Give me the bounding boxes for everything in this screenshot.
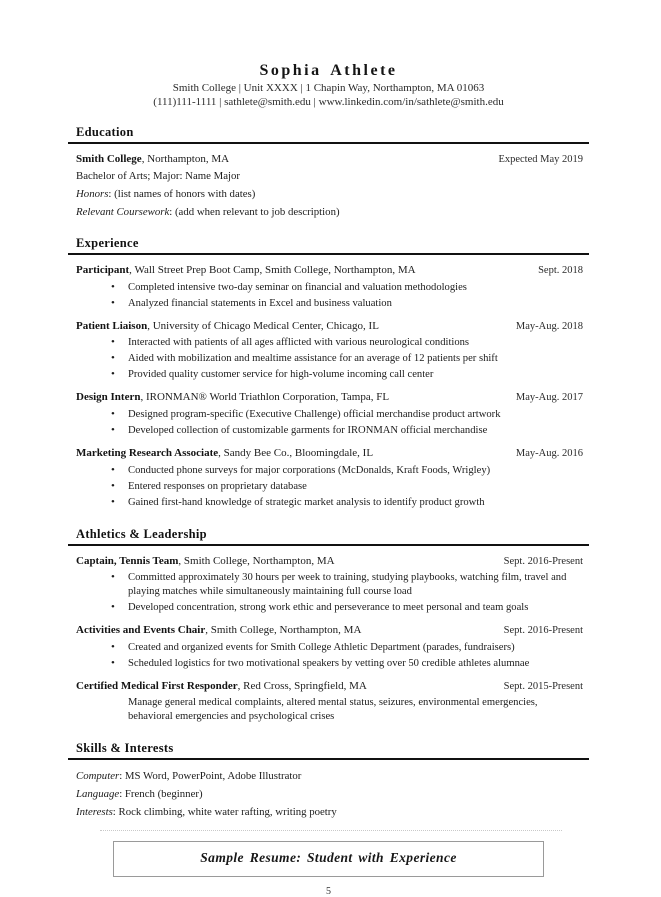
- entry-title: [76, 555, 335, 569]
- bullet-item: • Completed intensive two-day seminar on financial and valuation methodologies: [68, 281, 589, 295]
- labeled-line: [68, 769, 589, 783]
- resume-name: Sophia Athlete: [259, 62, 398, 79]
- entry-org: , Smith College, Northampton, MA: [178, 554, 335, 567]
- entry-role: Activities and Events Chair: [76, 624, 206, 637]
- entry-date: Sept. 2018: [538, 264, 583, 276]
- entry-title-row: [68, 391, 589, 405]
- line-label: Interests: [76, 805, 113, 818]
- section-heading: Experience: [68, 236, 589, 255]
- entry-title-row: [68, 555, 589, 569]
- line-text: : (add when relevant to job description): [169, 205, 340, 218]
- entry-date: Expected May 2019: [498, 154, 583, 165]
- address-line: Smith College | Unit XXXX | 1 Chapin Way, Northampton, MA 01063: [172, 82, 485, 94]
- entry-title: [76, 680, 367, 694]
- caption-box: [113, 841, 544, 877]
- bullet-item: • Entered responses on proprietary database: [68, 480, 589, 494]
- entry-date: Sept. 2016-Present: [503, 555, 583, 567]
- bullet-item: • Developed collection of customizable garments for IRONMAN official merchandise: [68, 424, 589, 438]
- line-label: Honors: [76, 187, 109, 200]
- resume-entry: [68, 391, 589, 438]
- line-text: : French (beginner): [119, 787, 203, 800]
- resume-sections: [68, 125, 589, 819]
- dotted-divider: [100, 830, 562, 831]
- bullet-item: • Analyzed financial statements in Excel and business valuation: [68, 297, 589, 311]
- bullet-item: • Created and organized events for Smith College Athletic Department (parades, fundraisers): [68, 641, 589, 655]
- line-text: : Rock climbing, white water rafting, writing poetry: [112, 805, 337, 818]
- entry-date: Sept. 2016-Present: [503, 625, 583, 637]
- entry-title-row: [68, 153, 589, 167]
- entry-line: Bachelor of Arts; Major: Name Major: [76, 169, 241, 182]
- resume-entry: [68, 624, 589, 671]
- bullet-item: • Developed concentration, strong work ethic and perseverance to meet personal and team goals: [68, 601, 589, 615]
- entry-title: [76, 153, 229, 167]
- entry-date: May-Aug. 2017: [515, 392, 583, 404]
- entry-org: , Smith College, Northampton, MA: [205, 624, 362, 637]
- entry-title-row: [68, 320, 589, 334]
- bullet-list: [68, 571, 589, 615]
- line-label: Computer: [76, 769, 120, 782]
- entry-role: Captain, Tennis Team: [76, 554, 179, 567]
- entry-date: May-Aug. 2018: [515, 320, 583, 332]
- entry-role: Marketing Research Associate: [76, 446, 219, 459]
- indented-line: Manage general medical complaints, altered mental status, seizures, environmental emergencies, behavioral emergencies and psychological crises: [128, 696, 538, 722]
- entry-role: Participant: [76, 263, 130, 276]
- entry-date: Sept. 2015-Present: [503, 680, 583, 692]
- resume-entry: [68, 680, 589, 724]
- entry-org: , Sandy Bee Co., Bloomingdale, IL: [218, 446, 374, 459]
- line-text: : MS Word, PowerPoint, Adobe Illustrator: [119, 769, 302, 782]
- bullet-item: • Designed program-specific (Executive Challenge) official merchandise product artwork: [68, 408, 589, 422]
- bullet-item: • Interacted with patients of all ages afflicted with various neurological conditions: [68, 336, 589, 350]
- resume-entry: [68, 153, 589, 219]
- labeled-line: [68, 805, 589, 819]
- bullet-item: • Scheduled logistics for two motivational speakers by vetting over 50 credible athletes alumnae: [68, 657, 589, 671]
- line-label: Language: [76, 787, 120, 800]
- bullet-item: • Aided with mobilization and mealtime assistance for an average of 12 patients per shift: [68, 352, 589, 366]
- entry-org: , Northampton, MA: [141, 153, 230, 165]
- caption-text: Sample Resume: Student with Experience: [200, 849, 457, 865]
- contact-line: (111)111-1111 | sathlete@smith.edu | www.linkedin.com/in/sathlete@smith.edu: [153, 96, 504, 108]
- labeled-line: [68, 205, 589, 219]
- entry-title-row: [68, 624, 589, 638]
- bullet-list: [68, 336, 589, 382]
- page-number: 5: [326, 885, 331, 897]
- entry-org: , Red Cross, Springfield, MA: [237, 679, 367, 692]
- entry-title: [76, 391, 389, 405]
- entry-title-row: [68, 264, 589, 278]
- resume-section: [68, 236, 589, 510]
- entry-role: Certified Medical First Responder: [76, 679, 238, 692]
- resume-section: [68, 527, 589, 724]
- section-heading: Skills & Interests: [68, 741, 589, 760]
- resume-section: [68, 125, 589, 219]
- entry-org: , Wall Street Prep Boot Camp, Smith College, Northampton, MA: [129, 263, 416, 276]
- entry-title: [76, 320, 379, 334]
- section-heading: Athletics & Leadership: [68, 527, 589, 546]
- bullet-item: • Conducted phone surveys for major corporations (McDonalds, Kraft Foods, Wrigley): [68, 464, 589, 478]
- entry-title: [76, 264, 416, 278]
- labeled-line: [68, 787, 589, 801]
- bullet-item: • Provided quality customer service for high-volume incoming call center: [68, 368, 589, 382]
- entry-org: , University of Chicago Medical Center, Chicago, IL: [147, 319, 379, 332]
- resume-entry: [68, 264, 589, 311]
- entry-title: [76, 624, 361, 638]
- resume-entry: [68, 555, 589, 616]
- resume-header: [68, 0, 589, 108]
- line-text: : (list names of honors with dates): [108, 187, 256, 200]
- entry-role: Design Intern: [76, 391, 141, 404]
- bullet-list: [68, 281, 589, 311]
- resume-entry: [68, 769, 589, 819]
- bullet-item: • Gained first-hand knowledge of strategic market analysis to identify product growth: [68, 496, 589, 510]
- entry-title: [76, 447, 373, 461]
- line-label: Relevant Coursework: [76, 205, 170, 218]
- resume-section: [68, 741, 589, 819]
- resume-entry: [68, 447, 589, 510]
- entry-role: Patient Liaison: [76, 319, 148, 332]
- bullet-item: • Committed approximately 30 hours per week to training, studying playbooks, watching film, travel and playing matches while simultaneously maintaining full course load: [68, 571, 589, 599]
- entry-role: Smith College: [76, 153, 142, 165]
- bullet-list: [68, 408, 589, 438]
- bullet-list: [68, 641, 589, 671]
- labeled-line: [68, 187, 589, 201]
- entry-title-row: [68, 680, 589, 694]
- section-heading: Education: [68, 125, 589, 144]
- entry-org: , IRONMAN® World Triathlon Corporation, Tampa, FL: [140, 391, 390, 404]
- bullet-list: [68, 464, 589, 510]
- entry-title-row: [68, 447, 589, 461]
- entry-date: May-Aug. 2016: [515, 447, 583, 459]
- resume-entry: [68, 320, 589, 383]
